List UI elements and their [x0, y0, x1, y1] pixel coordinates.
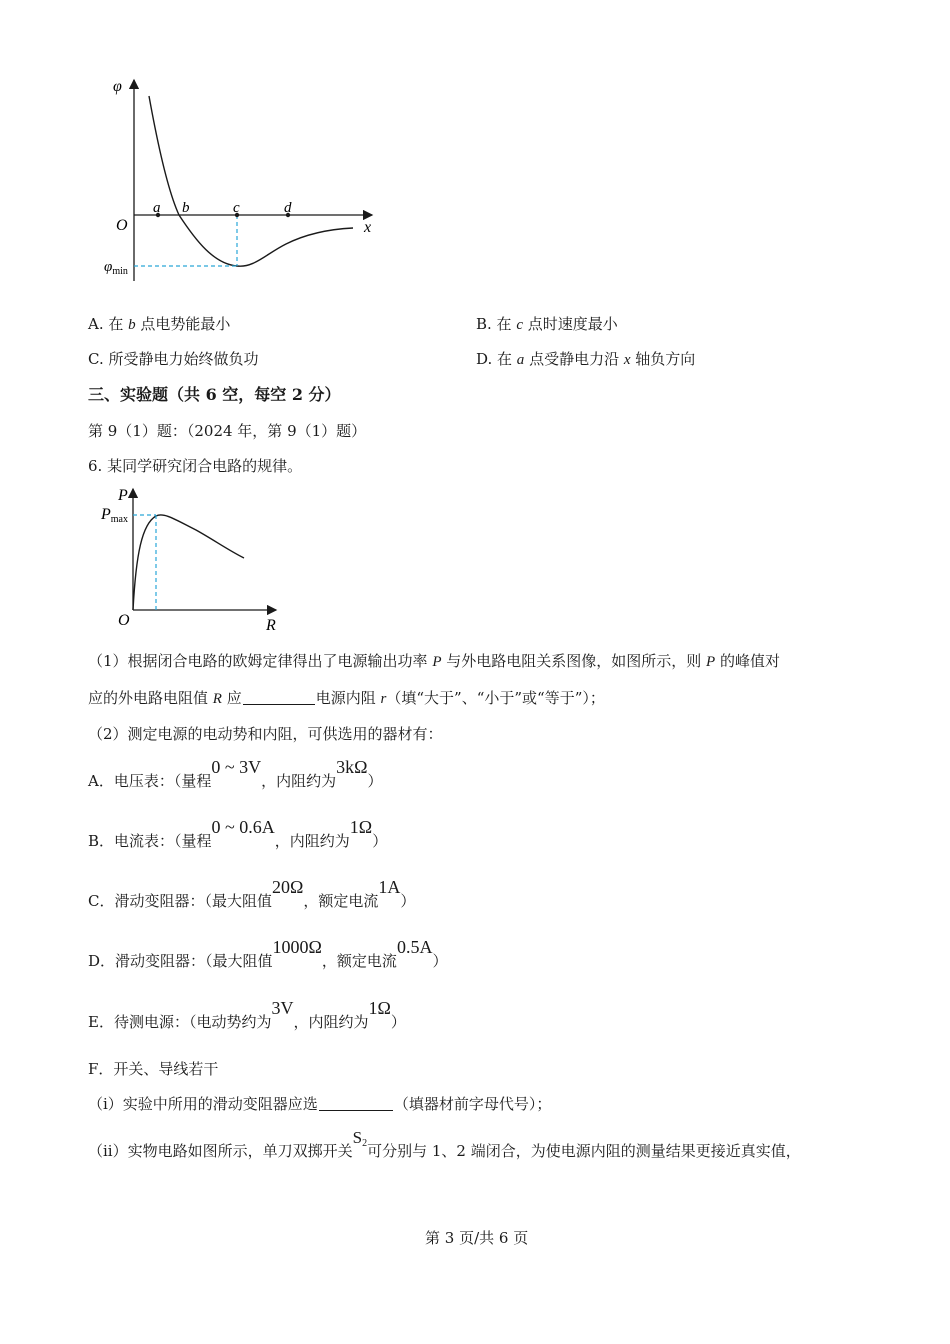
option-c[interactable]: C. 所受静电力始终做负功	[88, 350, 259, 368]
origin-label: O	[116, 217, 128, 234]
page-number: 第 3 页/共 6 页	[425, 1229, 529, 1247]
option-d[interactable]: D. 在 a 点受静电力沿 x 轴负方向	[476, 350, 696, 368]
equipment-c: C．滑动变阻器：（最大阻值20Ω，额定电流1A）	[88, 877, 416, 910]
equipment-b: B．电流表：（量程0 ~ 0.6A，内阻约为1Ω）	[88, 817, 388, 850]
p-axis-label: P	[118, 487, 128, 504]
answer-blank-1[interactable]	[243, 689, 315, 705]
y-axis-label: φ	[113, 78, 122, 95]
equipment-f: F．开关、导线若干	[88, 1060, 219, 1078]
option-b[interactable]: B. 在 c 点时速度最小	[476, 315, 618, 333]
potential-graph	[96, 76, 386, 286]
answer-blank-2[interactable]	[319, 1095, 393, 1111]
part1-line1: （1）根据闭合电路的欧姆定律得出了电源输出功率 P 与外电路电阻关系图像，如图所示，则 P 的峰值对	[88, 652, 780, 670]
part2-intro: （2）测定电源的电动势和内阻，可供选用的器材有：	[88, 725, 443, 743]
point-a-label: a	[153, 200, 161, 216]
x-axis-label: x	[364, 219, 372, 236]
pmax-label: Pmax	[101, 506, 128, 525]
point-c-label: c	[233, 200, 240, 216]
potential-curve	[149, 96, 353, 266]
power-curve	[133, 515, 244, 610]
equipment-a: A．电压表：（量程0 ~ 3V，内阻约为3kΩ）	[88, 757, 383, 790]
subquestion-i: （i）实验中所用的滑动变阻器应选 （填器材前字母代号）；	[88, 1095, 552, 1113]
point-d-label: d	[284, 200, 292, 216]
equipment-d: D．滑动变阻器：（最大阻值1000Ω，额定电流0.5A）	[88, 937, 448, 970]
subquestion-ii: （ii）实物电路如图所示，单刀双掷开关S2可分别与 1、2 端闭合，为使电源内阻的测量结果更接近真实值，	[88, 1128, 801, 1160]
phi-min-label: $\varphi_{min}$	[104, 259, 128, 277]
question-source: 第 9（1）题：（2024 年，第 9（1）题）	[88, 422, 367, 440]
power-graph	[96, 484, 286, 632]
r-axis-label: R	[266, 617, 276, 632]
option-a[interactable]: A. 在 b 点电势能最小	[88, 315, 231, 333]
equipment-e: E．待测电源：（电动势约为3V，内阻约为1Ω）	[88, 998, 406, 1031]
part1-line2: 应的外电路电阻值 R 应 电源内阻 r（填“大于”、“小于”或“等于”）；	[88, 689, 605, 707]
question-stem: 6. 某同学研究闭合电路的规律。	[88, 457, 303, 475]
point-b-label: b	[182, 200, 190, 216]
origin-label-2: O	[118, 612, 130, 629]
section-heading: 三、实验题（共 6 空，每空 2 分）	[88, 385, 341, 404]
